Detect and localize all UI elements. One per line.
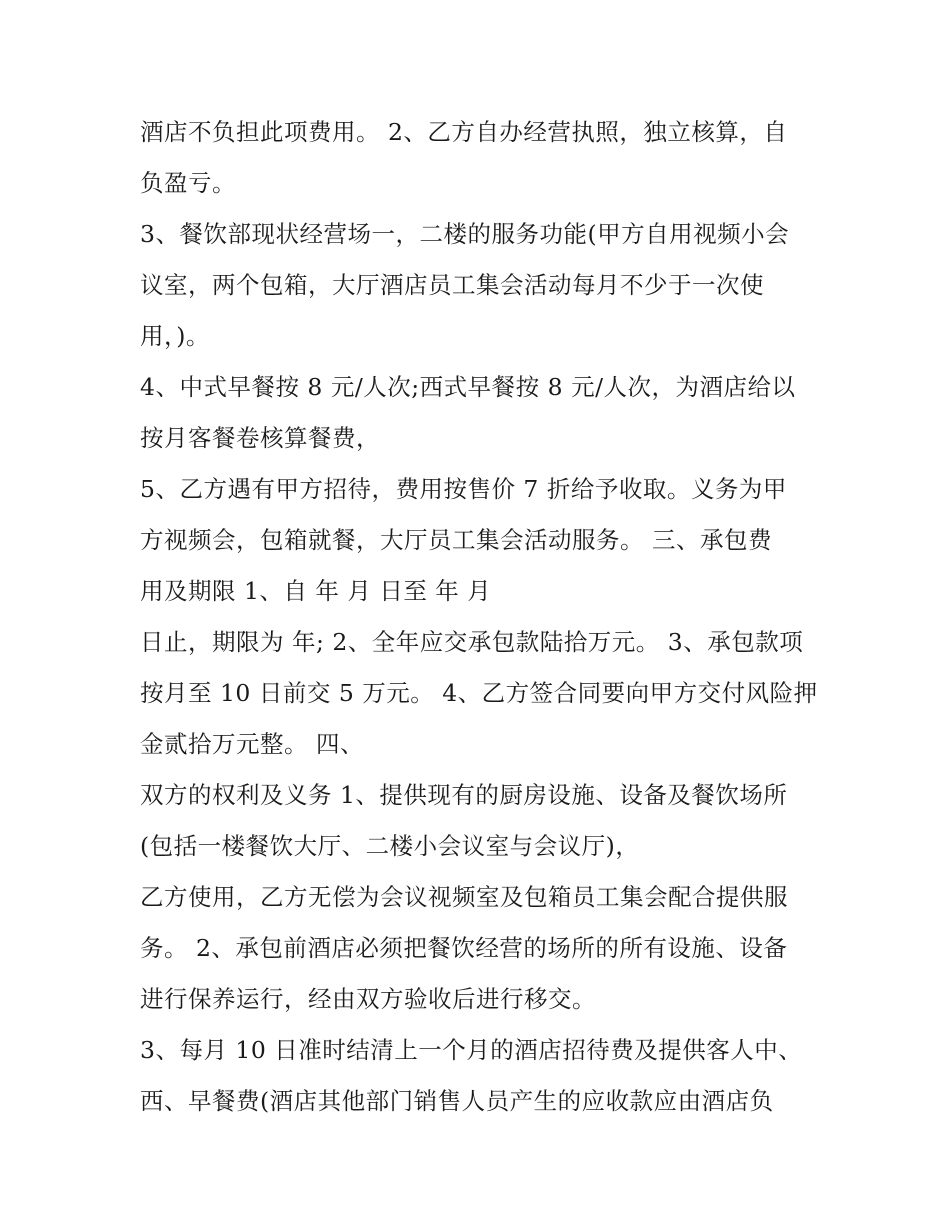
text-line: 按月至 10 日前交 5 万元。 4、乙方签合同要向甲方交付风险押: [140, 679, 818, 707]
text-line: 用，)。: [140, 322, 210, 350]
text-line: 议室，两个包箱，大厅酒店员工集会活动每月不少于一次使: [140, 271, 764, 299]
document-body: [140, 107, 830, 1127]
text-line: 3、每月 10 日准时结清上一个月的酒店招待费及提供客人中、: [140, 1036, 803, 1064]
text-line: 金贰拾万元整。 四、: [140, 730, 364, 758]
text-line: 方视频会，包箱就餐，大厅员工集会活动服务。 三、承包费: [140, 526, 772, 554]
text-line: 5、乙方遇有甲方招待，费用按售价 7 折给予收取。义务为甲: [140, 475, 787, 503]
text-line: 用及期限 1、自 年 月 日至 年 月: [140, 577, 492, 605]
text-line: 4、中式早餐按 8 元/人次;西式早餐按 8 元/人次，为酒店给以: [140, 373, 796, 401]
text-line: 3、餐饮部现状经营场一，二楼的服务功能(甲方自用视频小会: [140, 220, 790, 248]
text-line: (包括一楼餐饮大厅、二楼小会议室与会议厅)，: [140, 832, 640, 860]
text-line: 日止，期限为 年; 2、全年应交承包款陆拾万元。 3、承包款项: [140, 628, 804, 656]
text-line: 务。 2、承包前酒店必须把餐饮经营的场所的所有设施、设备: [140, 934, 788, 962]
text-line: 按月客餐卷核算餐费，: [140, 424, 380, 452]
text-line: 双方的权利及义务 1、提供现有的厨房设施、设备及餐饮场所: [140, 781, 788, 809]
text-line: 西、早餐费(酒店其他部门销售人员产生的应收款应由酒店负: [140, 1087, 774, 1115]
text-line: 酒店不负担此项费用。 2、乙方自办经营执照，独立核算，自: [140, 118, 788, 146]
text-line: 乙方使用，乙方无偿为会议视频室及包箱员工集会配合提供服: [140, 883, 788, 911]
text-line: 进行保养运行，经由双方验收后进行移交。: [140, 985, 596, 1013]
text-line: 负盈亏。: [140, 169, 236, 197]
